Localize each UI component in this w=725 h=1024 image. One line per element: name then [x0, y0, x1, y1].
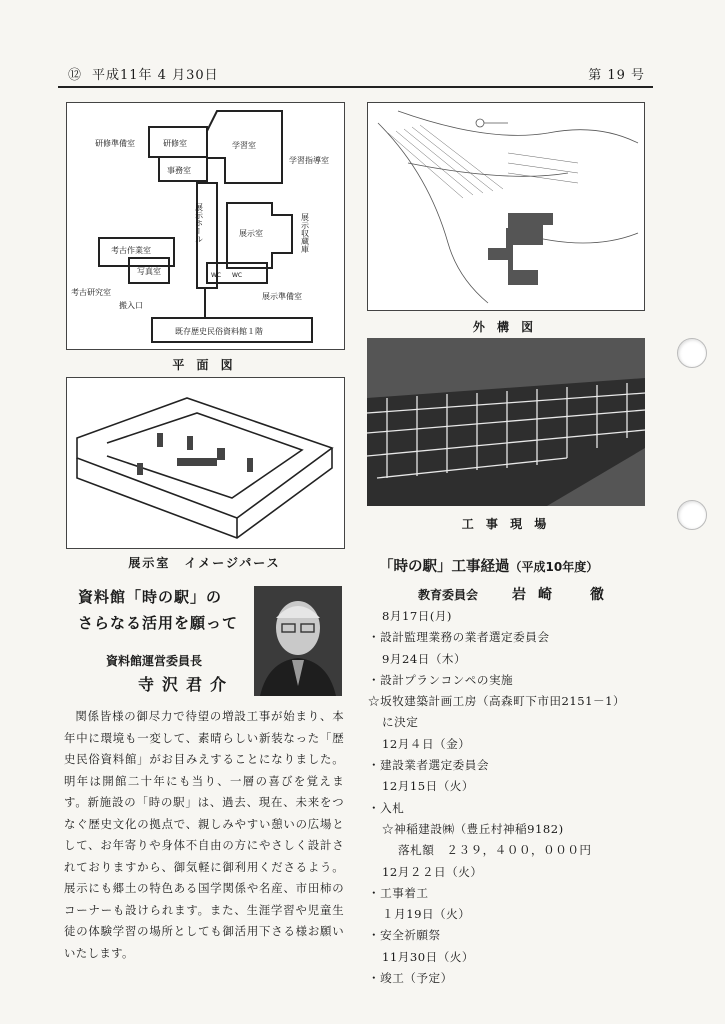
exterior-plan-figure	[367, 102, 645, 311]
plan-label-exhibit-storage: 展示収蔵庫	[300, 213, 310, 253]
plan-label-seminar: 研修室	[163, 139, 187, 148]
plan-label-entrance: 搬入口	[119, 301, 143, 310]
plan-label-exhibit-prep: 展示準備室	[262, 292, 302, 301]
progress-entry: ・入札	[368, 800, 405, 815]
progress-title-main: 「時の駅」工事経過	[379, 559, 510, 575]
progress-entry: 12月２２日（火）	[382, 864, 483, 879]
plan-label-wc-1: WC	[211, 272, 222, 279]
exterior-building	[488, 213, 553, 285]
article-paragraph: 関係皆様の御尽力で待望の増設工事が始まり、本年中に環境も一変して、素晴らしい新装なった「歴史民俗資料館」がお目みえすることになりました。明年は開館二十年にも当り、一層の喜びを覚えます。新施設の「時の駅」は、過去、現在、未来をつなぐ歴史文化の拠点で、親しみやすい憩いの広場として、お年寄りや身体不自由の方にやさしく設計されておりますから、御気軽に御利用くださるよう。展示にも郷土の特色ある国学関係や名産、市田柿のコーナーも設けられます。また、生涯学習や児童生徒の体験学習の場所としても御活用下さる様お願いいたします。	[64, 709, 344, 960]
plan-label-photo: 写真室	[137, 267, 161, 276]
exterior-plan-drawing	[368, 103, 644, 310]
perspective-drawing	[67, 378, 344, 548]
plan-label-existing: 既存歴史民俗資料館１階	[175, 327, 263, 336]
construction-photo	[367, 338, 645, 506]
perspective-figure	[66, 377, 345, 549]
progress-entry: ☆神稲建設㈱（豊丘村神稲9182)	[382, 821, 564, 836]
progress-entry: ・設計プランコンペの実施	[368, 672, 514, 687]
progress-entry: 8月17日(月)	[382, 609, 452, 623]
progress-author: 岩崎 徹	[512, 587, 616, 603]
progress-entry: 11月30日（火）	[382, 949, 474, 964]
article-title-line1: 資料館「時の駅」の	[78, 588, 223, 606]
article-title	[78, 584, 268, 636]
progress-entry: １月19日（火）	[382, 907, 471, 922]
progress-committee: 教育委員会	[418, 588, 479, 602]
plan-label-office: 事務室	[167, 166, 191, 175]
progress-entry: 12月15日（火）	[382, 779, 474, 794]
floor-plan-drawing	[67, 103, 344, 349]
progress-entry: 落札額 ２３９，４００，０００円	[398, 843, 592, 858]
article-title-line2: さらなる活用を願って	[78, 614, 239, 632]
author-portrait	[254, 586, 342, 696]
floor-plan-figure	[66, 102, 345, 350]
progress-title-sub: （平成10年度）	[509, 560, 599, 574]
progress-entry: 12月４日（金）	[382, 736, 471, 751]
article-body	[64, 706, 344, 964]
plan-label-wc-2: WC	[232, 272, 243, 279]
progress-list	[368, 606, 658, 989]
author-name: 寺沢君介	[138, 675, 235, 694]
plan-label-exhibit-hall: 展示ホール	[194, 203, 204, 243]
progress-entry: ・工事着工	[368, 885, 429, 900]
progress-entry: ・安全祈願祭	[368, 928, 441, 943]
progress-entry: ・建設業者選定委員会	[368, 758, 489, 773]
binder-hole-bottom	[677, 500, 707, 530]
progress-entry: に決定	[382, 715, 419, 730]
progress-title	[379, 555, 598, 576]
portrait-image	[254, 586, 342, 696]
construction-caption: 工 事 現 場	[461, 517, 551, 531]
plan-label-study: 学習室	[232, 141, 256, 150]
floor-plan-caption: 平 面 図	[172, 358, 237, 372]
plan-label-archaeology-work: 考古作業室	[111, 246, 151, 255]
exterior-road	[378, 123, 488, 303]
binder-hole-top	[677, 338, 707, 368]
progress-entry: 9月24日（木）	[382, 651, 467, 666]
exterior-plan-caption: 外 構 図	[472, 320, 538, 334]
plan-label-exhibit-room: 展示室	[239, 229, 263, 238]
plan-label-study-guide: 学習指導室	[289, 156, 329, 165]
compass-icon	[476, 119, 484, 127]
construction-scaffold	[367, 338, 645, 506]
progress-entry: ・設計監理業務の業者選定委員会	[368, 630, 550, 645]
author-role: 資料館運営委員長	[106, 654, 203, 668]
page-number: ⑫	[68, 68, 82, 83]
plan-label-seminar-prep: 研修準備室	[95, 139, 135, 148]
plan-label-archaeology-research: 考古研究室	[71, 288, 111, 297]
perspective-caption: 展示室 イメージパース	[128, 556, 281, 570]
progress-entry: ☆坂牧建築計画工房（高森町下市田2151－1）	[368, 694, 626, 709]
issue-number: 第 19 号	[588, 68, 645, 83]
progress-entry: ・竣工（予定）	[368, 971, 453, 986]
issue-date: 平成11年 4 月30日	[92, 68, 219, 83]
